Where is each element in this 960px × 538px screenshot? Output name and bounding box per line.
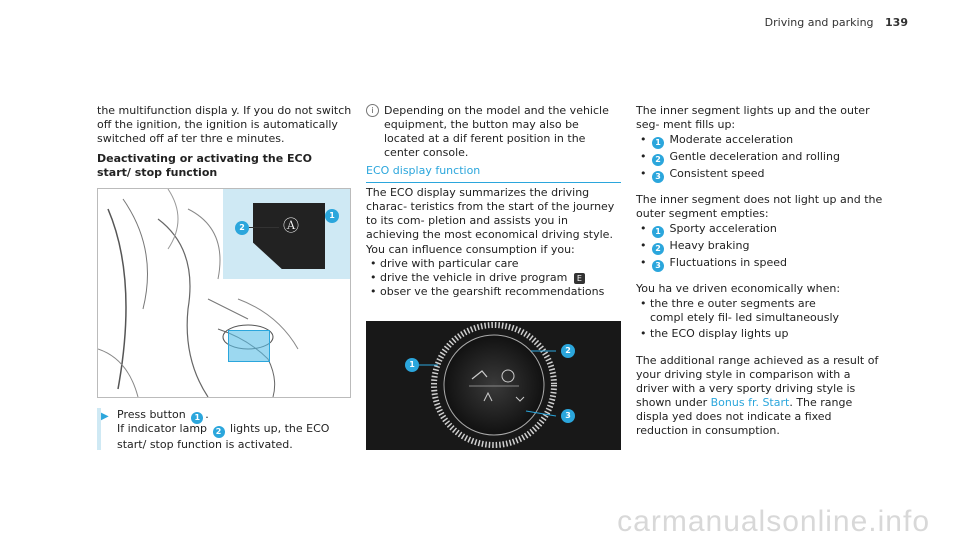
list-economical-conditions — [636, 297, 886, 341]
eco-para-1: The ECO display summarizes the driving charac‐ teristics from the start of the journey to its com‐ pletion and assists you in achieving the most economical driving style. — [366, 186, 615, 241]
step-text-end: . — [205, 408, 209, 421]
detail-inset — [223, 189, 350, 279]
page-number: 139 — [885, 16, 908, 29]
eco-gauge-illustration — [366, 321, 621, 450]
callout-1: 1 — [325, 209, 339, 223]
eco-button-icon: Ⓐ — [283, 216, 300, 235]
step-line2-text: If indicator lamp — [117, 422, 208, 435]
eco-para-2: You can influence consumption if you: — [366, 243, 575, 256]
list-item: • obser ve the gearshift recommendations — [366, 285, 616, 299]
list-item — [636, 238, 886, 255]
gauge-callout-3: 3 — [561, 409, 575, 423]
list-item — [636, 255, 886, 272]
info-icon: i — [366, 104, 379, 117]
list-marker: 2 — [652, 243, 664, 255]
list-item-text: Gentle deceleration and rolling — [669, 150, 840, 163]
eco-bullet-list — [366, 257, 616, 299]
list-marker: 1 — [652, 137, 664, 149]
section-heading: Deactivating or activating the ECO start/ stop function — [97, 152, 312, 179]
list-item — [636, 149, 886, 166]
list-item — [636, 166, 886, 183]
para-economical: You ha ve driven economically when: — [636, 282, 841, 295]
list-marker: 2 — [652, 154, 664, 166]
gauge-callout-2: 2 — [561, 344, 575, 358]
step-line-2 — [117, 422, 352, 452]
list-sporty — [636, 221, 886, 272]
step-marker-2: 2 — [213, 426, 225, 438]
para-bonus — [636, 354, 886, 438]
list-item-text: Consistent speed — [669, 167, 765, 180]
step-marker-1: 1 — [191, 412, 203, 424]
callout-2: 2 — [235, 221, 249, 235]
gauge-callout-1: 1 — [405, 358, 419, 372]
para-bonus-end: . The range displa yed does not indicate a fixed reduction in consumption. — [636, 396, 853, 437]
section-title: Driving and parking — [764, 16, 874, 29]
para-bonus-text: The additional range achieved as a result of your driving style in comparison with a driver with a very sporty driving style is shown under — [636, 354, 879, 409]
list-item: • drive with particular care — [366, 257, 616, 271]
list-item — [636, 132, 886, 149]
list-item-text: Sporty acceleration — [669, 222, 777, 235]
callout-line — [245, 227, 279, 228]
list-marker: 3 — [652, 171, 664, 183]
intro-text: the multifunction displa y. If you do not switch off the ignition, the ignition is automatically switched off af ter thre e minutes. — [97, 104, 352, 145]
step-line2-end: lights up, the ECO start/ stop function is activated. — [117, 422, 330, 451]
page-header — [765, 16, 908, 30]
list-item — [636, 221, 886, 238]
list-item — [366, 271, 616, 285]
instruction-step — [97, 408, 359, 450]
list-item: • the ECO display lights up — [636, 327, 886, 341]
list-item-text: Heavy braking — [669, 239, 750, 252]
drive-program-icon: E — [574, 273, 585, 284]
center-console-figure — [97, 188, 351, 398]
eco-button-closeup — [253, 203, 325, 269]
para-inner-lights: The inner segment lights up and the outer seg‐ ment fills up: — [636, 104, 870, 131]
step-arrow-icon: ▶ — [101, 411, 109, 422]
list-item: • the thre e outer segments are compl etely fil‐ led simultaneously — [636, 297, 850, 325]
list-item-text: drive the vehicle in drive program — [380, 271, 568, 284]
watermark: carmanualsonline.info — [617, 505, 930, 538]
step-text: Press button — [117, 408, 186, 421]
list-item-text: Moderate acceleration — [669, 133, 794, 146]
list-marker: 3 — [652, 260, 664, 272]
button-location-box — [228, 330, 270, 362]
eco-display-figure — [366, 321, 621, 450]
eco-heading: ECO display function — [366, 164, 621, 183]
note-text: Depending on the model and the vehicle equipment, the button may also be located at a dif ferent position in the center console. — [384, 104, 609, 159]
bonus-start-link[interactable]: Bonus fr. Start — [710, 396, 790, 409]
list-economical — [636, 132, 886, 183]
para-inner-dark: The inner segment does not light up and the outer segment empties: — [636, 193, 883, 220]
list-marker: 1 — [652, 226, 664, 238]
list-item-text: Fluctuations in speed — [669, 256, 787, 269]
